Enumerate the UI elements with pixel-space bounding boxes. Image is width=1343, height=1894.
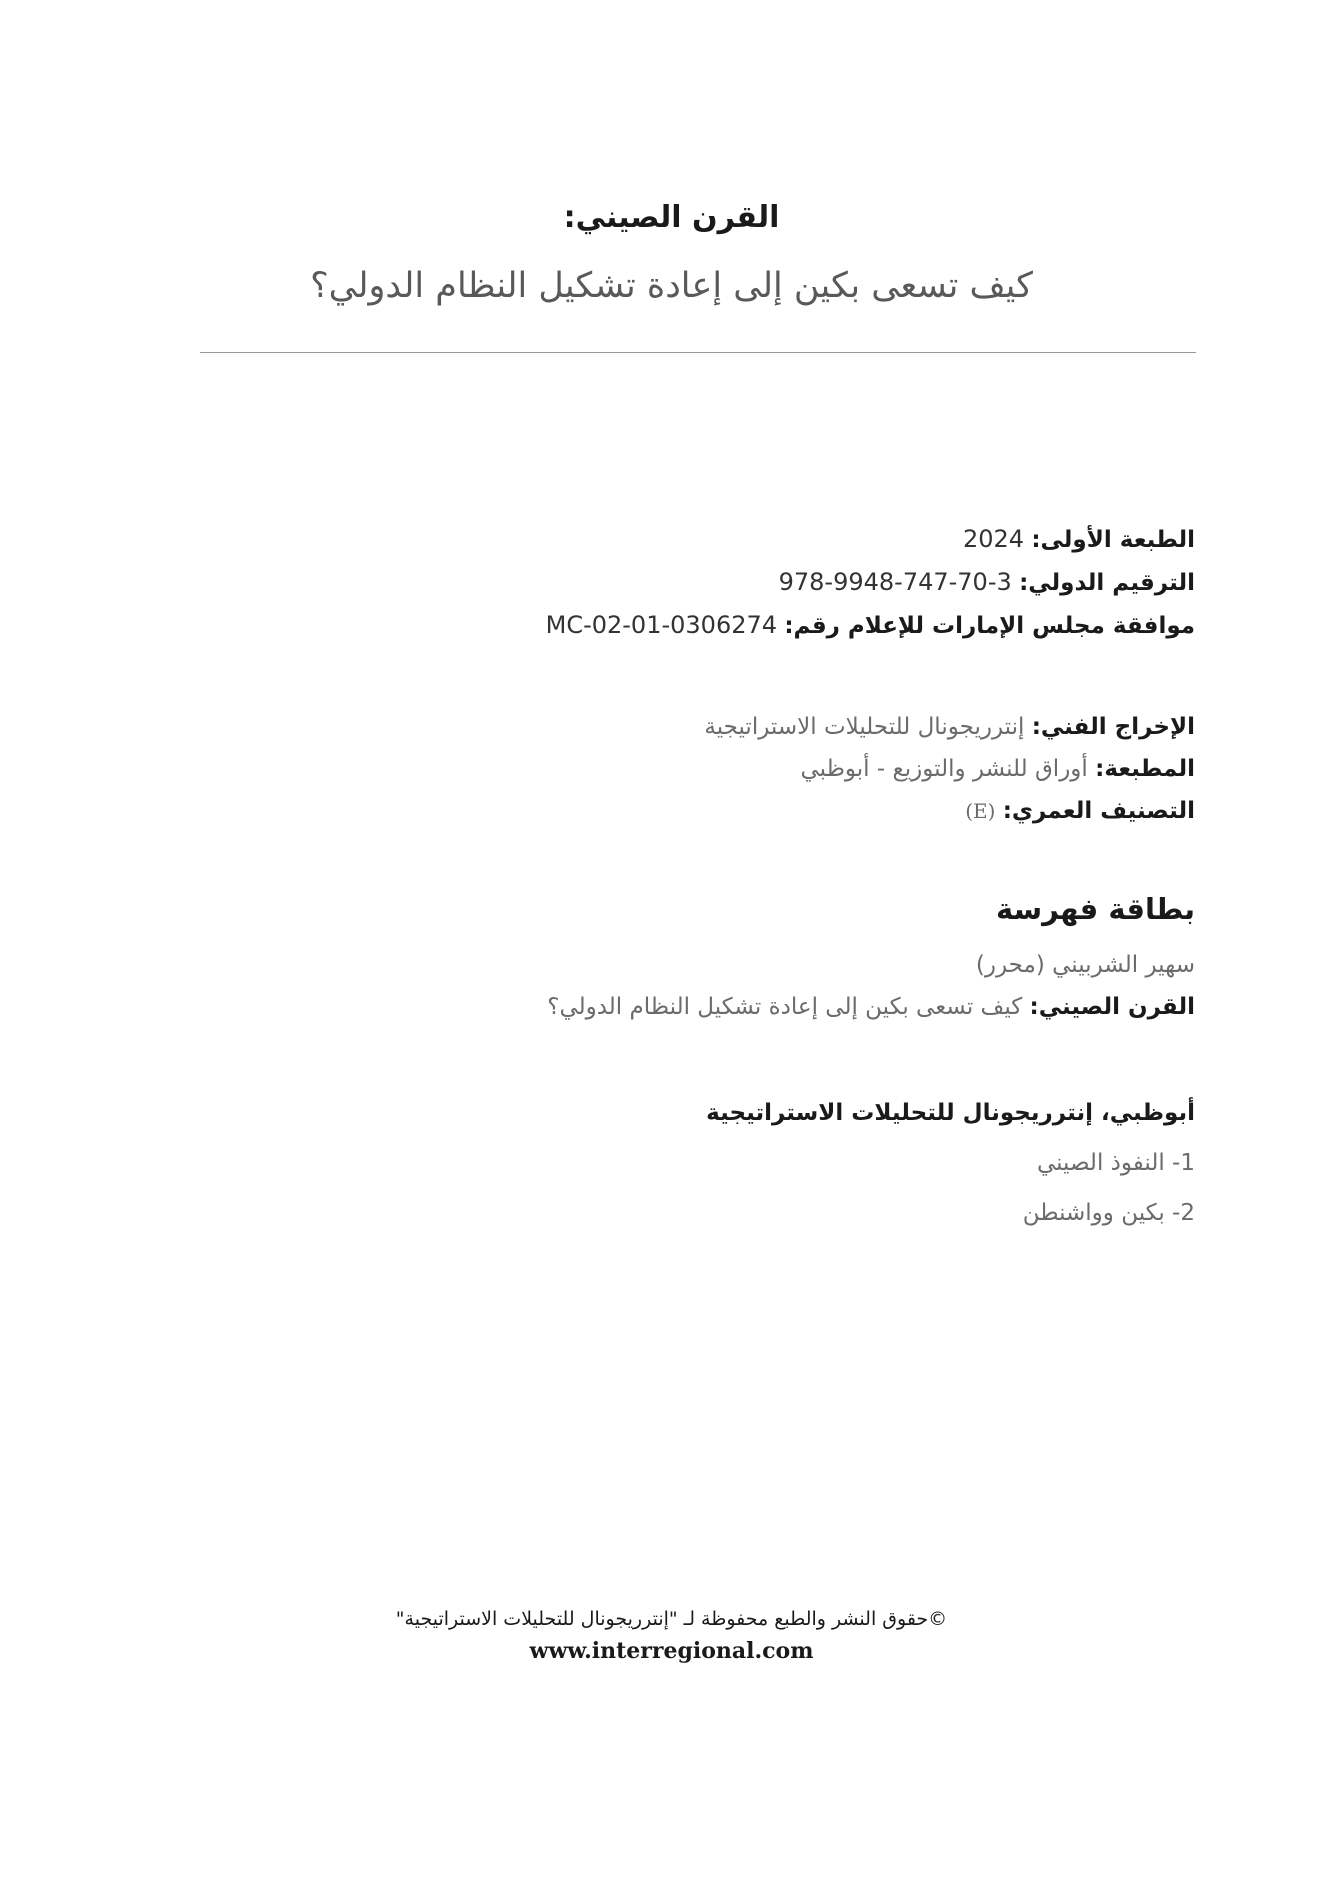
catalog-editor: سهير الشربيني (محرر) [975,952,1195,978]
catalog-book-label: القرن الصيني: [1029,994,1195,1020]
approval-label: موافقة مجلس الإمارات للإعلام رقم: [784,613,1195,639]
copyright-notice: ©حقوق النشر والطبع محفوظة لـ "إنترريجونال للتحليلات الاستراتيجية" [395,1608,948,1630]
catalog-card-heading: بطاقة فهرسة [996,892,1195,926]
catalog-book-line [195,986,1195,1028]
age-rating-value: (E) [965,799,996,823]
edition-line [195,518,1195,561]
approval-line [195,604,1195,647]
edition-info [195,518,1195,647]
edition-label: الطبعة الأولى: [1031,527,1195,553]
title-divider [200,352,1196,353]
catalog-card [195,944,1195,1028]
approval-value: MC-02-01-0306274 [545,611,778,639]
website-url: www.interregional.com [529,1638,814,1664]
design-label: الإخراج الفني: [1031,714,1195,740]
subject-item-1: 1- النفوذ الصيني [1036,1150,1195,1176]
age-rating-line [195,790,1195,832]
printer-label: المطبعة: [1095,756,1195,782]
design-value: إنترريجونال للتحليلات الاستراتيجية [704,714,1025,740]
book-title: القرن الصيني: [563,200,780,235]
isbn-label: الترقيم الدولي: [1019,570,1195,596]
catalog-book-value: كيف تسعى بكين إلى إعادة تشكيل النظام الدولي؟ [547,994,1023,1020]
printer-value: أوراق للنشر والتوزيع - أبوظبي [800,756,1088,782]
catalog-publisher: أبوظبي، إنترريجونال للتحليلات الاستراتيجية [706,1100,1195,1126]
age-rating-label: التصنيف العمري: [1002,798,1195,824]
printer-line [195,748,1195,790]
subject-item-2: 2- بكين وواشنطن [1022,1200,1195,1226]
production-info [195,706,1195,832]
book-subtitle: كيف تسعى بكين إلى إعادة تشكيل النظام الدولي؟ [310,266,1033,306]
isbn-value: 978-9948-747-70-3 [778,568,1012,596]
edition-value: 2024 [962,525,1025,553]
catalog-subjects [195,1088,1195,1238]
design-line [195,706,1195,748]
footer [0,1608,1343,1664]
isbn-line [195,561,1195,604]
